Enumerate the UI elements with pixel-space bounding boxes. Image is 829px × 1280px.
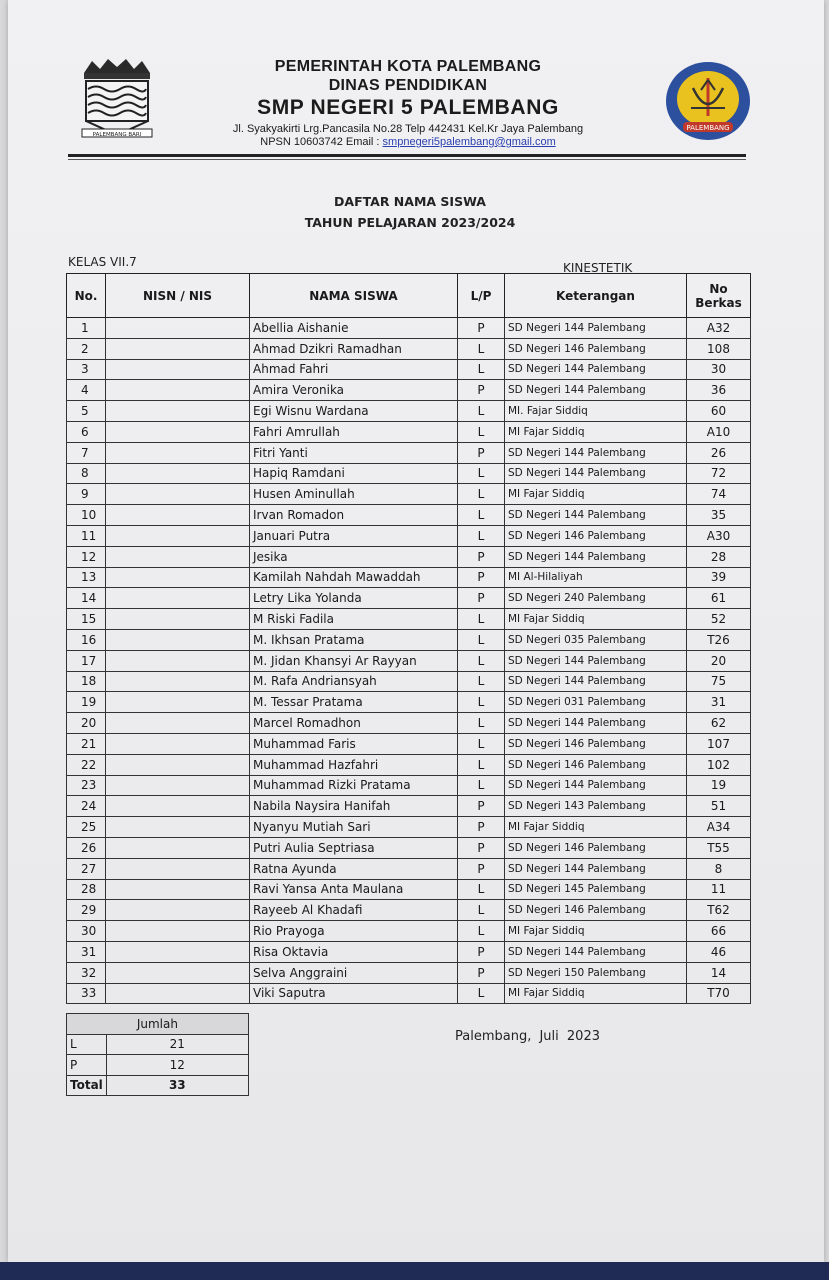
table-row — [67, 421, 751, 442]
summary-header: Jumlah — [67, 1014, 249, 1035]
cell-no: 10 — [67, 505, 106, 526]
cell-no: 2 — [67, 338, 106, 359]
letterhead-address: Jl. Syakyakirti Lrg.Pancasila No.28 Telp 442431 Kel.Kr Jaya Palembang — [232, 123, 584, 135]
cell-berkas: 14 — [687, 962, 751, 983]
cell-nisn — [106, 900, 250, 921]
table-row — [67, 338, 751, 359]
cell-no: 32 — [67, 962, 106, 983]
cell-no: 25 — [67, 817, 106, 838]
cell-no: 31 — [67, 941, 106, 962]
cell-keterangan: MI Al-Hilaliyah — [505, 567, 687, 588]
cell-nama: M. Rafa Andriansyah — [250, 671, 458, 692]
cell-nisn — [106, 962, 250, 983]
cell-no: 13 — [67, 567, 106, 588]
cell-berkas: A10 — [687, 421, 751, 442]
cell-keterangan: SD Negeri 144 Palembang — [505, 713, 687, 734]
cell-nisn — [106, 817, 250, 838]
cell-keterangan: SD Negeri 144 Palembang — [505, 442, 687, 463]
cell-lp: P — [458, 567, 505, 588]
cell-lp: P — [458, 941, 505, 962]
cell-no: 18 — [67, 671, 106, 692]
cell-nama: Rio Prayoga — [250, 921, 458, 942]
cell-keterangan: SD Negeri 035 Palembang — [505, 629, 687, 650]
table-row — [67, 629, 751, 650]
cell-nama: Husen Aminullah — [250, 484, 458, 505]
cell-lp: P — [458, 837, 505, 858]
right-logo-caption: PALEMBANG — [686, 124, 730, 132]
table-row — [67, 650, 751, 671]
cell-keterangan: SD Negeri 144 Palembang — [505, 359, 687, 380]
cell-no: 22 — [67, 754, 106, 775]
summary-table — [66, 1013, 249, 1096]
cell-nisn — [106, 921, 250, 942]
cell-keterangan: MI Fajar Siddiq — [505, 817, 687, 838]
cell-no: 28 — [67, 879, 106, 900]
cell-no: 14 — [67, 588, 106, 609]
cell-berkas: 61 — [687, 588, 751, 609]
cell-nama: Putri Aulia Septriasa — [250, 837, 458, 858]
cell-nisn — [106, 713, 250, 734]
cell-no: 33 — [67, 983, 106, 1004]
palembang-city-emblem-icon — [78, 55, 156, 145]
cell-berkas: 36 — [687, 380, 751, 401]
cell-berkas: 74 — [687, 484, 751, 505]
cell-nama: Selva Anggraini — [250, 962, 458, 983]
cell-no: 6 — [67, 421, 106, 442]
table-row — [67, 525, 751, 546]
table-row — [67, 837, 751, 858]
cell-keterangan: SD Negeri 144 Palembang — [505, 650, 687, 671]
cell-no: 12 — [67, 546, 106, 567]
cell-nisn — [106, 879, 250, 900]
cell-nisn — [106, 546, 250, 567]
table-row — [67, 609, 751, 630]
cell-nama: Jesika — [250, 546, 458, 567]
cell-nisn — [106, 796, 250, 817]
cell-lp: P — [458, 318, 505, 339]
cell-berkas: A32 — [687, 318, 751, 339]
cell-keterangan: SD Negeri 146 Palembang — [505, 733, 687, 754]
cell-lp: L — [458, 900, 505, 921]
col-header-keterangan: Keterangan — [505, 274, 687, 318]
cell-keterangan: SD Negeri 144 Palembang — [505, 463, 687, 484]
letterhead-rule-thin — [68, 159, 746, 160]
left-logo-caption: PALEMBANG BARI — [92, 132, 142, 138]
cell-no: 1 — [67, 318, 106, 339]
letterhead-contact — [168, 136, 648, 148]
table-row — [67, 359, 751, 380]
cell-keterangan: MI Fajar Siddiq — [505, 421, 687, 442]
summary-label: Total — [67, 1075, 107, 1096]
cell-nama: Muhammad Rizki Pratama — [250, 775, 458, 796]
cell-nama: Fitri Yanti — [250, 442, 458, 463]
cell-lp: P — [458, 817, 505, 838]
cell-berkas: 31 — [687, 692, 751, 713]
cell-lp: L — [458, 505, 505, 526]
cell-berkas: T55 — [687, 837, 751, 858]
document-title — [250, 194, 570, 236]
cell-berkas: 35 — [687, 505, 751, 526]
cell-no: 29 — [67, 900, 106, 921]
cell-lp: L — [458, 671, 505, 692]
cell-keterangan: SD Negeri 146 Palembang — [505, 338, 687, 359]
cell-no: 27 — [67, 858, 106, 879]
cell-nama: Irvan Romadon — [250, 505, 458, 526]
cell-lp: L — [458, 921, 505, 942]
table-row — [67, 775, 751, 796]
cell-nisn — [106, 858, 250, 879]
cell-berkas: 66 — [687, 921, 751, 942]
cell-nama: Nyanyu Mutiah Sari — [250, 817, 458, 838]
cell-lp: L — [458, 879, 505, 900]
cell-keterangan: MI Fajar Siddiq — [505, 921, 687, 942]
npsn-text: NPSN 10603742 Email : — [260, 136, 383, 148]
cell-keterangan: MI Fajar Siddiq — [505, 609, 687, 630]
cell-nama: Ahmad Fahri — [250, 359, 458, 380]
cell-nama: M Riski Fadila — [250, 609, 458, 630]
table-row — [67, 588, 751, 609]
cell-no: 19 — [67, 692, 106, 713]
table-row — [67, 692, 751, 713]
cell-berkas: 51 — [687, 796, 751, 817]
cell-lp: L — [458, 609, 505, 630]
cell-berkas: 39 — [687, 567, 751, 588]
cell-nisn — [106, 505, 250, 526]
cell-nama: Viki Saputra — [250, 983, 458, 1004]
cell-no: 5 — [67, 401, 106, 422]
cell-keterangan: MI Fajar Siddiq — [505, 983, 687, 1004]
col-header-nama: NAMA SISWA — [250, 274, 458, 318]
cell-lp: L — [458, 754, 505, 775]
table-row — [67, 463, 751, 484]
cell-nisn — [106, 318, 250, 339]
cell-no: 24 — [67, 796, 106, 817]
cell-nisn — [106, 941, 250, 962]
table-row — [67, 858, 751, 879]
cell-nama: Risa Oktavia — [250, 941, 458, 962]
cell-berkas: 46 — [687, 941, 751, 962]
cell-nama: Muhammad Hazfahri — [250, 754, 458, 775]
cell-keterangan: SD Negeri 150 Palembang — [505, 962, 687, 983]
table-row — [67, 921, 751, 942]
student-rows — [67, 318, 751, 1004]
cell-lp: L — [458, 463, 505, 484]
cell-nama: Marcel Romadhon — [250, 713, 458, 734]
cell-nama: M. Jidan Khansyi Ar Rayyan — [250, 650, 458, 671]
cell-nama: Nabila Naysira Hanifah — [250, 796, 458, 817]
background-surface — [0, 1262, 829, 1280]
cell-nisn — [106, 442, 250, 463]
table-row — [67, 941, 751, 962]
cell-keterangan: SD Negeri 144 Palembang — [505, 941, 687, 962]
table-row — [67, 401, 751, 422]
email-link[interactable]: smpnegeri5palembang@gmail.com — [382, 136, 556, 148]
cell-lp: L — [458, 692, 505, 713]
cell-keterangan: SD Negeri 144 Palembang — [505, 318, 687, 339]
cell-nama: M. Tessar Pratama — [250, 692, 458, 713]
cell-keterangan: SD Negeri 146 Palembang — [505, 900, 687, 921]
cell-berkas: 75 — [687, 671, 751, 692]
cell-nisn — [106, 567, 250, 588]
cell-nama: Ratna Ayunda — [250, 858, 458, 879]
cell-no: 4 — [67, 380, 106, 401]
cell-lp: L — [458, 359, 505, 380]
summary-row-total — [67, 1075, 249, 1096]
cell-nisn — [106, 609, 250, 630]
table-row — [67, 484, 751, 505]
cell-berkas: 19 — [687, 775, 751, 796]
cell-lp: L — [458, 629, 505, 650]
cell-berkas: 26 — [687, 442, 751, 463]
cell-nisn — [106, 629, 250, 650]
cell-nama: Muhammad Faris — [250, 733, 458, 754]
table-row — [67, 962, 751, 983]
table-row — [67, 879, 751, 900]
cell-berkas: T70 — [687, 983, 751, 1004]
cell-no: 17 — [67, 650, 106, 671]
cell-nisn — [106, 671, 250, 692]
cell-nama: M. Ikhsan Pratama — [250, 629, 458, 650]
summary-header-row — [67, 1014, 249, 1035]
cell-lp: L — [458, 733, 505, 754]
cell-keterangan: SD Negeri 144 Palembang — [505, 775, 687, 796]
cell-nisn — [106, 692, 250, 713]
school-emblem-icon — [663, 60, 753, 142]
cell-berkas: 8 — [687, 858, 751, 879]
cell-nisn — [106, 588, 250, 609]
table-row — [67, 733, 751, 754]
table-row — [67, 567, 751, 588]
cell-no: 21 — [67, 733, 106, 754]
cell-lp: L — [458, 983, 505, 1004]
cell-nisn — [106, 754, 250, 775]
cell-no: 11 — [67, 525, 106, 546]
cell-keterangan: SD Negeri 146 Palembang — [505, 837, 687, 858]
letterhead-rule-thick — [68, 154, 746, 157]
cell-nisn — [106, 525, 250, 546]
cell-nama: Amira Veronika — [250, 380, 458, 401]
cell-berkas: 52 — [687, 609, 751, 630]
cell-keterangan: SD Negeri 144 Palembang — [505, 380, 687, 401]
cell-nama: Ahmad Dzikri Ramadhan — [250, 338, 458, 359]
cell-keterangan: SD Negeri 144 Palembang — [505, 858, 687, 879]
cell-nisn — [106, 401, 250, 422]
table-row — [67, 900, 751, 921]
cell-berkas: A30 — [687, 525, 751, 546]
letterhead — [168, 58, 648, 148]
col-header-lp: L/P — [458, 274, 505, 318]
table-row — [67, 318, 751, 339]
cell-berkas: 102 — [687, 754, 751, 775]
summary-label: L — [67, 1034, 107, 1055]
cell-no: 3 — [67, 359, 106, 380]
cell-no: 30 — [67, 921, 106, 942]
cell-nama: Hapiq Ramdani — [250, 463, 458, 484]
cell-keterangan: SD Negeri 240 Palembang — [505, 588, 687, 609]
cell-lp: P — [458, 858, 505, 879]
summary-value: 12 — [106, 1055, 248, 1076]
cell-berkas: A34 — [687, 817, 751, 838]
summary-label: P — [67, 1055, 107, 1076]
class-label: KELAS VII.7 — [68, 255, 137, 269]
cell-berkas: 60 — [687, 401, 751, 422]
cell-nisn — [106, 733, 250, 754]
cell-keterangan: MI. Fajar Siddiq — [505, 401, 687, 422]
place-date: Palembang, Juli 2023 — [455, 1029, 600, 1044]
cell-berkas: T62 — [687, 900, 751, 921]
cell-nisn — [106, 837, 250, 858]
letterhead-school-name: SMP NEGERI 5 PALEMBANG — [257, 96, 559, 119]
cell-nisn — [106, 983, 250, 1004]
table-row — [67, 817, 751, 838]
student-table — [66, 273, 751, 1004]
cell-berkas: T26 — [687, 629, 751, 650]
table-row — [67, 671, 751, 692]
cell-berkas: 11 — [687, 879, 751, 900]
cell-keterangan: SD Negeri 031 Palembang — [505, 692, 687, 713]
letterhead-government: PEMERINTAH KOTA PALEMBANG — [274, 58, 542, 75]
table-row — [67, 442, 751, 463]
cell-nama: Januari Putra — [250, 525, 458, 546]
table-row — [67, 713, 751, 734]
cell-lp: P — [458, 588, 505, 609]
cell-lp: L — [458, 650, 505, 671]
table-header-row — [67, 274, 751, 318]
cell-nama: Kamilah Nahdah Mawaddah — [250, 567, 458, 588]
cell-lp: P — [458, 380, 505, 401]
table-row — [67, 796, 751, 817]
cell-berkas: 107 — [687, 733, 751, 754]
cell-no: 26 — [67, 837, 106, 858]
cell-no: 23 — [67, 775, 106, 796]
summary-row-l — [67, 1034, 249, 1055]
cell-lp: L — [458, 775, 505, 796]
summary-value: 21 — [106, 1034, 248, 1055]
cell-keterangan: SD Negeri 146 Palembang — [505, 525, 687, 546]
cell-nama: Abellia Aishanie — [250, 318, 458, 339]
cell-lp: P — [458, 546, 505, 567]
cell-keterangan: SD Negeri 145 Palembang — [505, 879, 687, 900]
table-row — [67, 380, 751, 401]
cell-nama: Rayeeb Al Khadafi — [250, 900, 458, 921]
cell-keterangan: SD Negeri 143 Palembang — [505, 796, 687, 817]
cell-no: 8 — [67, 463, 106, 484]
cell-berkas: 20 — [687, 650, 751, 671]
cell-nama: Letry Lika Yolanda — [250, 588, 458, 609]
table-row — [67, 754, 751, 775]
summary-value: 33 — [106, 1075, 248, 1096]
cell-keterangan: SD Negeri 144 Palembang — [505, 505, 687, 526]
table-row — [67, 505, 751, 526]
cell-keterangan: SD Negeri 146 Palembang — [505, 754, 687, 775]
cell-keterangan: MI Fajar Siddiq — [505, 484, 687, 505]
table-row — [67, 546, 751, 567]
cell-lp: L — [458, 525, 505, 546]
cell-nisn — [106, 421, 250, 442]
cell-berkas: 62 — [687, 713, 751, 734]
cell-berkas: 30 — [687, 359, 751, 380]
cell-no: 16 — [67, 629, 106, 650]
cell-nama: Egi Wisnu Wardana — [250, 401, 458, 422]
cell-no: 9 — [67, 484, 106, 505]
title-line-2: TAHUN PELAJARAN 2023/2024 — [304, 215, 516, 230]
cell-nisn — [106, 359, 250, 380]
cell-nisn — [106, 775, 250, 796]
col-header-no: No. — [67, 274, 106, 318]
cell-lp: L — [458, 421, 505, 442]
cell-no: 20 — [67, 713, 106, 734]
cell-keterangan: SD Negeri 144 Palembang — [505, 546, 687, 567]
cell-nisn — [106, 380, 250, 401]
cell-nisn — [106, 463, 250, 484]
cell-lp: L — [458, 484, 505, 505]
cell-no: 15 — [67, 609, 106, 630]
cell-lp: L — [458, 338, 505, 359]
cell-keterangan: SD Negeri 144 Palembang — [505, 671, 687, 692]
cell-no: 7 — [67, 442, 106, 463]
cell-lp: L — [458, 713, 505, 734]
cell-lp: P — [458, 962, 505, 983]
title-line-1: DAFTAR NAMA SISWA — [334, 194, 486, 209]
cell-nama: Ravi Yansa Anta Maulana — [250, 879, 458, 900]
table-row — [67, 983, 751, 1004]
cell-berkas: 108 — [687, 338, 751, 359]
cell-lp: P — [458, 442, 505, 463]
col-header-nisn: NISN / NIS — [106, 274, 250, 318]
cell-nama: Fahri Amrullah — [250, 421, 458, 442]
col-header-berkas: No Berkas — [687, 274, 751, 318]
cell-nisn — [106, 484, 250, 505]
cell-berkas: 72 — [687, 463, 751, 484]
category-label: KINESTETIK — [563, 261, 633, 275]
letterhead-department: DINAS PENDIDIKAN — [328, 77, 488, 94]
cell-nisn — [106, 650, 250, 671]
summary-row-p — [67, 1055, 249, 1076]
cell-lp: L — [458, 401, 505, 422]
cell-berkas: 28 — [687, 546, 751, 567]
cell-nisn — [106, 338, 250, 359]
cell-lp: P — [458, 796, 505, 817]
